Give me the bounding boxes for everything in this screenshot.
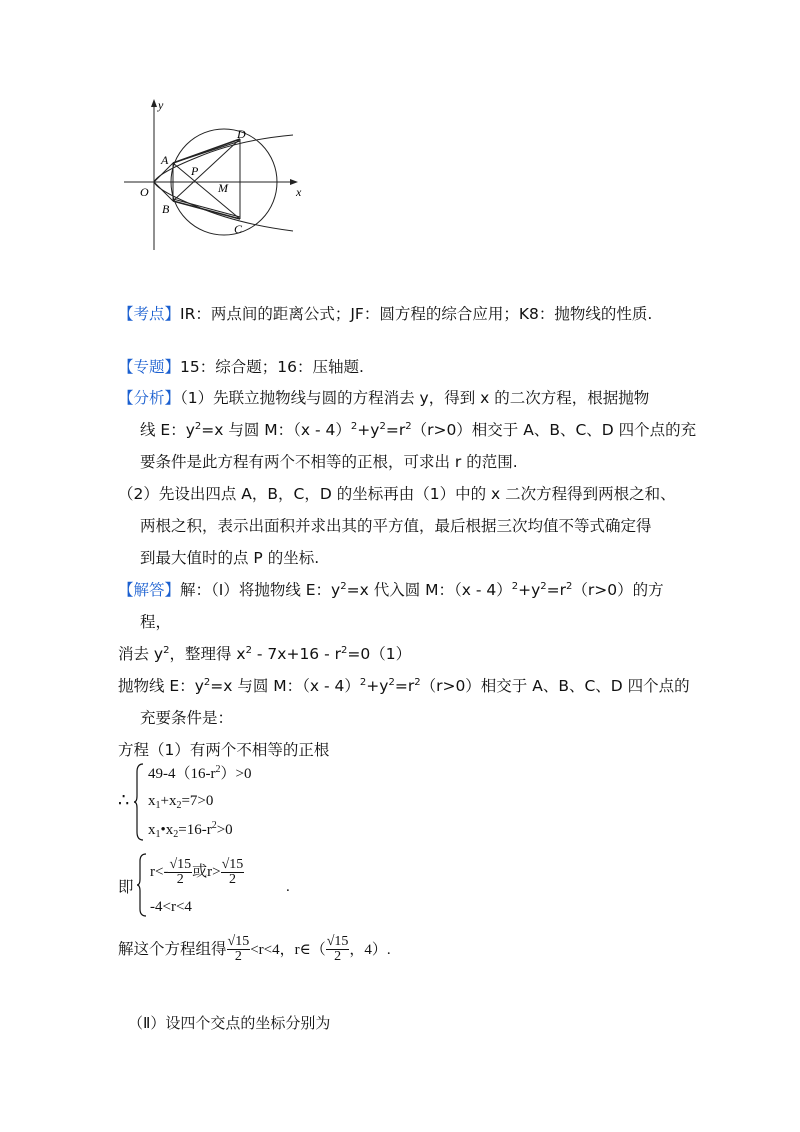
label-d: D xyxy=(237,127,246,141)
sup-2: 2 xyxy=(211,820,217,831)
zhuanti-text: 15：综合题；16：压轴题. xyxy=(180,358,364,376)
sys2-r1b: 或r> xyxy=(192,864,221,880)
frac-den: 2 xyxy=(234,949,242,964)
label-x: x xyxy=(296,185,302,199)
sys1-r2a: x xyxy=(148,793,156,809)
jieda-l4d: =r xyxy=(394,677,415,695)
jieda-l3d: =0（1） xyxy=(347,645,412,663)
frac-sqrt15-over-2 xyxy=(221,858,245,887)
fenxi-line-3: 要条件是此方程有两个不相等的正根，可求出 r 的范围. xyxy=(140,453,518,471)
segment-ob xyxy=(154,182,173,201)
sys2-row-1 xyxy=(150,854,244,890)
jieda-l4b: =x 与圆 M：（x - 4） xyxy=(210,677,360,695)
jieda-line-3 xyxy=(118,643,411,665)
label-c: C xyxy=(234,222,243,236)
segment-bc-2 xyxy=(173,199,240,217)
solve-text-c: ，4）. xyxy=(349,942,391,958)
frac-den: 2 xyxy=(176,872,184,888)
sys1-row-2 xyxy=(148,790,213,812)
sup-2: 2 xyxy=(340,645,348,656)
sup-2: 2 xyxy=(511,581,519,592)
kaodian-tag: 【考点】 xyxy=(118,305,181,323)
fenxi-l2e: （r>0）相交于 A、B、C、D 四个点的充 xyxy=(411,421,697,439)
sub-1: 1 xyxy=(155,800,161,811)
sys1-r3d: >0 xyxy=(216,822,233,838)
frac-sqrt15-over-2 xyxy=(168,858,192,887)
jieda-tag: 【解答】 xyxy=(118,581,181,599)
sub-2: 2 xyxy=(176,800,182,811)
sys1-r3a: x xyxy=(148,822,156,838)
segment-ad-2 xyxy=(173,141,240,163)
therefore-symbol: ∴ xyxy=(118,790,130,811)
jieda-line-2: 程， xyxy=(140,613,172,631)
jieda-line-5: 充要条件是： xyxy=(140,709,234,727)
sup-2: 2 xyxy=(194,421,202,432)
sup-2: 2 xyxy=(414,677,421,688)
fenxi-text-1: （1）先联立抛物线与圆的方程消去 y，得到 x 的二次方程，根据抛物 xyxy=(180,389,650,407)
frac-den: 2 xyxy=(334,949,342,964)
kaodian-text: IR：两点间的距离公式；JF：圆方程的综合应用；K8：抛物线的性质. xyxy=(180,305,653,323)
frac-num: √15 xyxy=(326,934,349,949)
sys1-r2b: +x xyxy=(160,793,177,809)
fenxi-l2c: +y xyxy=(357,421,380,439)
fenxi-line-1 xyxy=(118,387,649,409)
fenxi-l2b: =x 与圆 M：（x - 4） xyxy=(201,421,351,439)
sup-2: 2 xyxy=(379,421,386,432)
jieda-l4a: 抛物线 E：y xyxy=(118,677,204,695)
sup-2: 2 xyxy=(405,421,412,432)
jieda-l4c: +y xyxy=(366,677,389,695)
jieda-l1e: （r>0）的方 xyxy=(572,581,664,599)
jieda-line-4 xyxy=(118,675,690,697)
sys1-r1a: 49-4（16-r xyxy=(148,766,216,782)
sup-2: 2 xyxy=(163,645,170,656)
solve-text-b: <r<4，r∈（ xyxy=(250,942,326,958)
frac-num: √15 xyxy=(221,857,244,873)
label-y: y xyxy=(158,98,164,112)
label-m: M xyxy=(218,181,228,195)
jieda-l3a: 消去 y xyxy=(118,645,164,663)
sup-2: 2 xyxy=(566,581,573,592)
ji-label: 即 xyxy=(118,878,134,896)
kaodian-line xyxy=(118,303,652,325)
brace-2 xyxy=(136,852,148,918)
frac-den: 2 xyxy=(228,872,236,888)
jieda-l1c: +y xyxy=(518,581,541,599)
frac-num: √15 xyxy=(227,934,250,949)
sup-2: 2 xyxy=(203,677,211,688)
solve-text-a: 解这个方程组得 xyxy=(118,940,227,958)
jieda-line-1 xyxy=(118,579,664,601)
part2-line: （Ⅱ）设四个交点的坐标分别为 xyxy=(128,1014,331,1032)
sys1-row-3 xyxy=(148,819,233,841)
sys1-r3c: =16-r xyxy=(178,822,212,838)
label-b: B xyxy=(162,202,170,216)
sup-2: 2 xyxy=(340,581,347,592)
fenxi-l2d: =r xyxy=(385,421,406,439)
sys2-row-2: -4<r<4 xyxy=(150,899,192,915)
sup-2: 2 xyxy=(245,645,252,656)
fenxi-line-5: 两根之积，表示出面积并求出其的平方值，最后根据三次均值不等式确定得 xyxy=(140,517,652,535)
sys2-r1a: r<- xyxy=(150,864,169,880)
jieda-l4e: （r>0）相交于 A、B、C、D 四个点的 xyxy=(420,677,690,695)
jieda-l3b: ，整理得 x xyxy=(169,645,246,663)
frac-sqrt15-over-2 xyxy=(326,935,350,964)
sup-2: 2 xyxy=(388,677,395,688)
parabola-circle-figure xyxy=(118,95,318,255)
solve-line xyxy=(118,930,391,968)
jieda-l1b: =x 代入圆 M：（x - 4） xyxy=(346,581,512,599)
zhuanti-tag: 【专题】 xyxy=(118,358,181,376)
sup-2: 2 xyxy=(215,764,221,775)
sup-2: 2 xyxy=(350,421,358,432)
sys1-r1b: ）>0 xyxy=(220,766,252,782)
fenxi-l2a: 线 E：y xyxy=(140,421,195,439)
brace-1 xyxy=(133,762,145,842)
jieda-l3c: - 7x+16 - r xyxy=(251,645,341,663)
jieda-l1d: =r xyxy=(546,581,567,599)
label-a: A xyxy=(161,153,169,167)
sys1-r2c: =7>0 xyxy=(181,793,214,809)
jieda-line-6: 方程（1）有两个不相等的正根 xyxy=(118,741,330,759)
frac-num: √15 xyxy=(169,857,192,873)
fenxi-line-4: （2）先设出四点 A，B，C，D 的坐标再由（1）中的 x 二次方程得到两根之和、 xyxy=(118,485,676,503)
label-o: O xyxy=(140,185,149,199)
zhuanti-line xyxy=(118,356,364,378)
fenxi-tag: 【分析】 xyxy=(118,389,181,407)
sub-2: 2 xyxy=(173,829,179,840)
sys1-r3b: •x xyxy=(160,822,174,838)
frac-sqrt15-over-2 xyxy=(227,935,251,964)
sub-1: 1 xyxy=(155,829,161,840)
fenxi-line-2 xyxy=(140,419,696,441)
sys2-dot: . xyxy=(286,879,290,895)
sup-2: 2 xyxy=(359,677,367,688)
label-p: P xyxy=(191,164,199,178)
fenxi-line-6: 到最大值时的点 P 的坐标. xyxy=(140,549,320,567)
jieda-l1a: 解：（Ⅰ）将抛物线 E：y xyxy=(180,581,341,599)
sys1-row-1 xyxy=(148,763,251,785)
sup-2: 2 xyxy=(540,581,547,592)
y-axis-arrow xyxy=(151,99,157,107)
